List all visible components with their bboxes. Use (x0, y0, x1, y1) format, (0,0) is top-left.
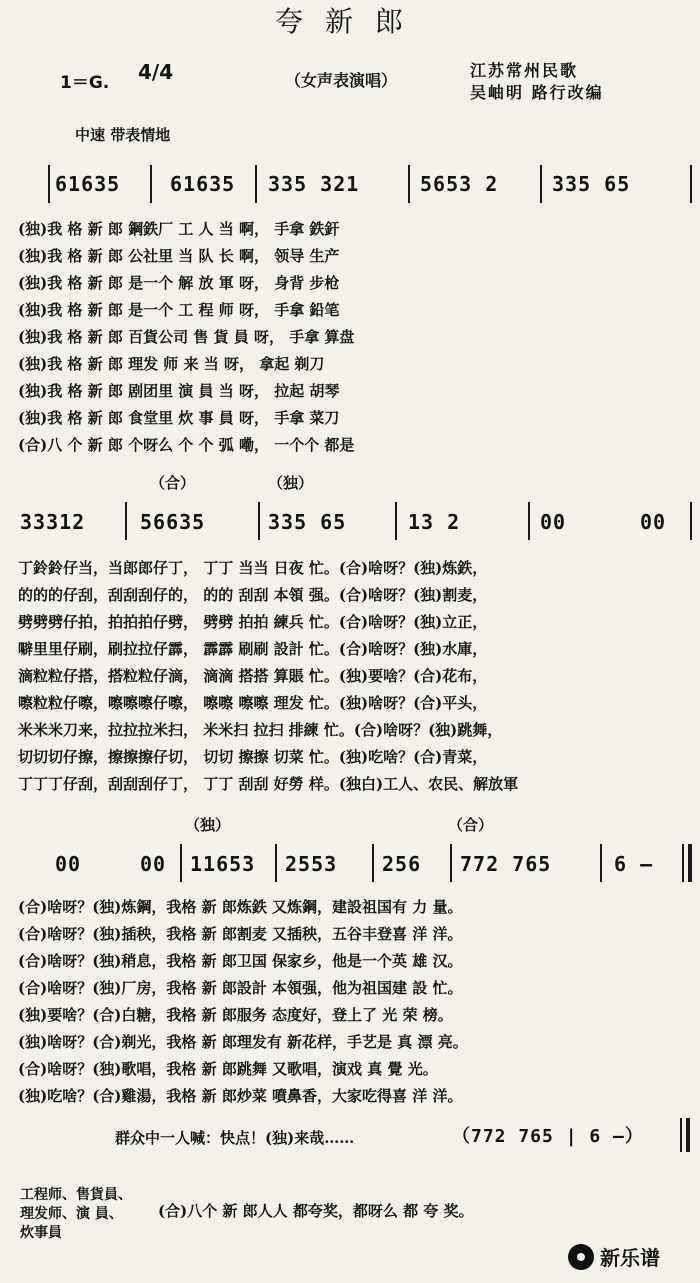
barline (600, 844, 602, 882)
barline (125, 502, 127, 540)
key-signature: 1＝G. (60, 73, 110, 93)
lyric-line: (合)啥呀？(独)稍息，我格 新 郎卫国 保家乡，他是一个英 雄 汉。 (18, 952, 463, 970)
credit-line-1: 江苏常州民歌 (470, 61, 579, 80)
note-group: 772 765 (460, 852, 552, 876)
barline (150, 165, 152, 203)
barline (688, 844, 692, 882)
lyric-line: 嚓粒粒仔嚓，嚓嚓嚓仔嚓， 嚓嚓 嚓嚓 理发 忙。(独)啥呀？(合)平头， (18, 694, 488, 712)
coda-label: 炊事員 (20, 1225, 62, 1241)
coda-label: 理发师、演 員、 (20, 1206, 123, 1222)
note-group: 335 321 (268, 172, 360, 196)
note-group: 61635 (55, 172, 121, 196)
shout-text: 群众中一人喊：快点！(独)来哉…… (115, 1129, 355, 1147)
credit-line-2: 吴岫明 路行改编 (470, 83, 604, 102)
performance-note: （女声表演唱） (285, 71, 398, 90)
lyric-line: (合)啥呀？(独)厂房，我格 新 郎設計 本領强，他为祖国建 設 忙。 (18, 979, 463, 997)
note-group: 335 65 (268, 510, 347, 534)
barline (690, 165, 692, 203)
barline (528, 502, 530, 540)
logo-text: 新乐谱 (600, 1246, 660, 1270)
note-group: 00 (540, 510, 567, 534)
lyric-line: 劈劈劈仔拍，拍拍拍仔劈， 劈劈 拍拍 練兵 忙。(合)啥呀？(独)立正， (18, 613, 488, 631)
lyric-line: (合)八 个 新 郎 个呀么 个 个 弧 嘞， 一个个 都是 (18, 436, 355, 454)
barline (682, 844, 684, 882)
end-barline (686, 1118, 690, 1152)
note-group: 13 2 (408, 510, 461, 534)
lyric-line: 的的的仔刮，刮刮刮仔的， 的的 刮刮 本領 强。(合)啥呀？(独)割麦， (18, 586, 488, 604)
note-group: 00 (640, 510, 667, 534)
barline (395, 502, 397, 540)
part-label: （合） (150, 474, 196, 492)
note-group: 6 — (614, 852, 654, 876)
barline (372, 844, 374, 882)
barline (275, 844, 277, 882)
barline (690, 502, 692, 540)
lyric-line: (独)吃啥？(合)雞湯，我格 新 郎炒菜 噴鼻香，大家吃得喜 洋 洋。 (18, 1087, 463, 1105)
song-title: 夸新郎 (274, 5, 425, 38)
lyric-line: 切切切仔擦，擦擦擦仔切， 切切 擦擦 切菜 忙。(独)吃啥？(合)青菜， (18, 748, 488, 766)
lyric-line: (独)我 格 新 郎 鋼鉄厂 工 人 当 啊， 手拿 鉄釬 (18, 220, 340, 238)
note-group: 11653 (190, 852, 256, 876)
note-group: 61635 (170, 172, 236, 196)
lyric-line: (独)要啥？(合)白糖，我格 新 郎服务 态度好，登上了 光 荣 榜。 (18, 1006, 453, 1024)
lyric-line: (独)我 格 新 郎 是一个 解 放 軍 呀， 身背 步枪 (18, 274, 340, 292)
site-logo (568, 1242, 660, 1271)
time-signature: 4/4 (138, 60, 174, 84)
lyric-line: 丁丁丁仔刮，刮刮刮仔丁， 丁丁 刮刮 好勞 样。(独白)工人、农民、解放軍 (18, 775, 519, 793)
note-group: 00 (140, 852, 167, 876)
note-group: 5653 2 (420, 172, 499, 196)
lyric-line: 米米米刀来，拉拉拉米扫， 米米扫 拉扫 排練 忙。(合)啥呀？(独)跳舞， (18, 721, 503, 739)
part-label: （独） (185, 816, 231, 834)
part-label: （合） (448, 816, 494, 834)
note-group: 00 (55, 852, 82, 876)
end-barline (680, 1118, 682, 1152)
barline (258, 502, 260, 540)
barline (48, 165, 50, 203)
shout-notes: （772 765 | 6 —） (452, 1126, 644, 1147)
lyric-line: 丁鈴鈴仔当，当郎郎仔丁， 丁丁 当当 日夜 忙。(合)啥呀？(独)炼鉄， (18, 559, 488, 577)
lyric-line: (独)我 格 新 郎 食堂里 炊 事 員 呀， 手拿 菜刀 (18, 409, 340, 427)
barline (450, 844, 452, 882)
barline (408, 165, 410, 203)
lyric-line: (独)我 格 新 郎 百貨公司 售 貨 員 呀， 手拿 算盘 (18, 328, 355, 346)
note-group: 256 (382, 852, 422, 876)
lyric-line: (独)我 格 新 郎 理发 师 来 当 呀， 拿起 剃刀 (18, 355, 325, 373)
lyric-line: 滴粒粒仔搭，搭粒粒仔滴， 滴滴 搭搭 算賬 忙。(独)要啥？(合)花布， (18, 667, 488, 685)
coda-label: 工程师、售貨員、 (20, 1187, 132, 1203)
note-group: 335 65 (552, 172, 631, 196)
lyric-line: (独)我 格 新 郎 是一个 工 程 师 呀， 手拿 鉛笔 (18, 301, 340, 319)
lyric-line: (合)啥呀？(独)歌唱，我格 新 郎跳舞 又歌唱，演戏 真 覺 光。 (18, 1060, 438, 1078)
barline (255, 165, 257, 203)
record-icon (568, 1244, 594, 1270)
note-group: 33312 (20, 510, 86, 534)
part-label: （独） (268, 474, 314, 492)
lyric-line: (合)啥呀？(独)插秧，我格 新 郎割麦 又插秧，五谷丰登喜 洋 洋。 (18, 925, 463, 943)
barline (180, 844, 182, 882)
note-group: 2553 (285, 852, 338, 876)
lyric-line: (独)我 格 新 郎 公社里 当 队 长 啊， 领导 生产 (18, 247, 340, 265)
lyric-line: (独)我 格 新 郎 剧团里 演 員 当 呀， 拉起 胡琴 (18, 382, 340, 400)
note-group: 56635 (140, 510, 206, 534)
lyric-line: (合)啥呀？(独)炼鋼，我格 新 郎炼鉄 又炼鋼，建設祖国有 力 量。 (18, 898, 463, 916)
coda-line: (合)八个 新 郎人人 都夸奖，都呀么 都 夸 奖。 (158, 1202, 474, 1220)
tempo-marking: 中速 带表情地 (75, 126, 171, 144)
lyric-line: (独)啥呀？(合)剃光，我格 新 郎理发有 新花样，手艺是 真 漂 亮。 (18, 1033, 468, 1051)
lyric-line: 噼里里仔刷，刷拉拉仔霹， 霹霹 刷刷 設計 忙。(合)啥呀？(独)水庫， (18, 640, 488, 658)
barline (540, 165, 542, 203)
